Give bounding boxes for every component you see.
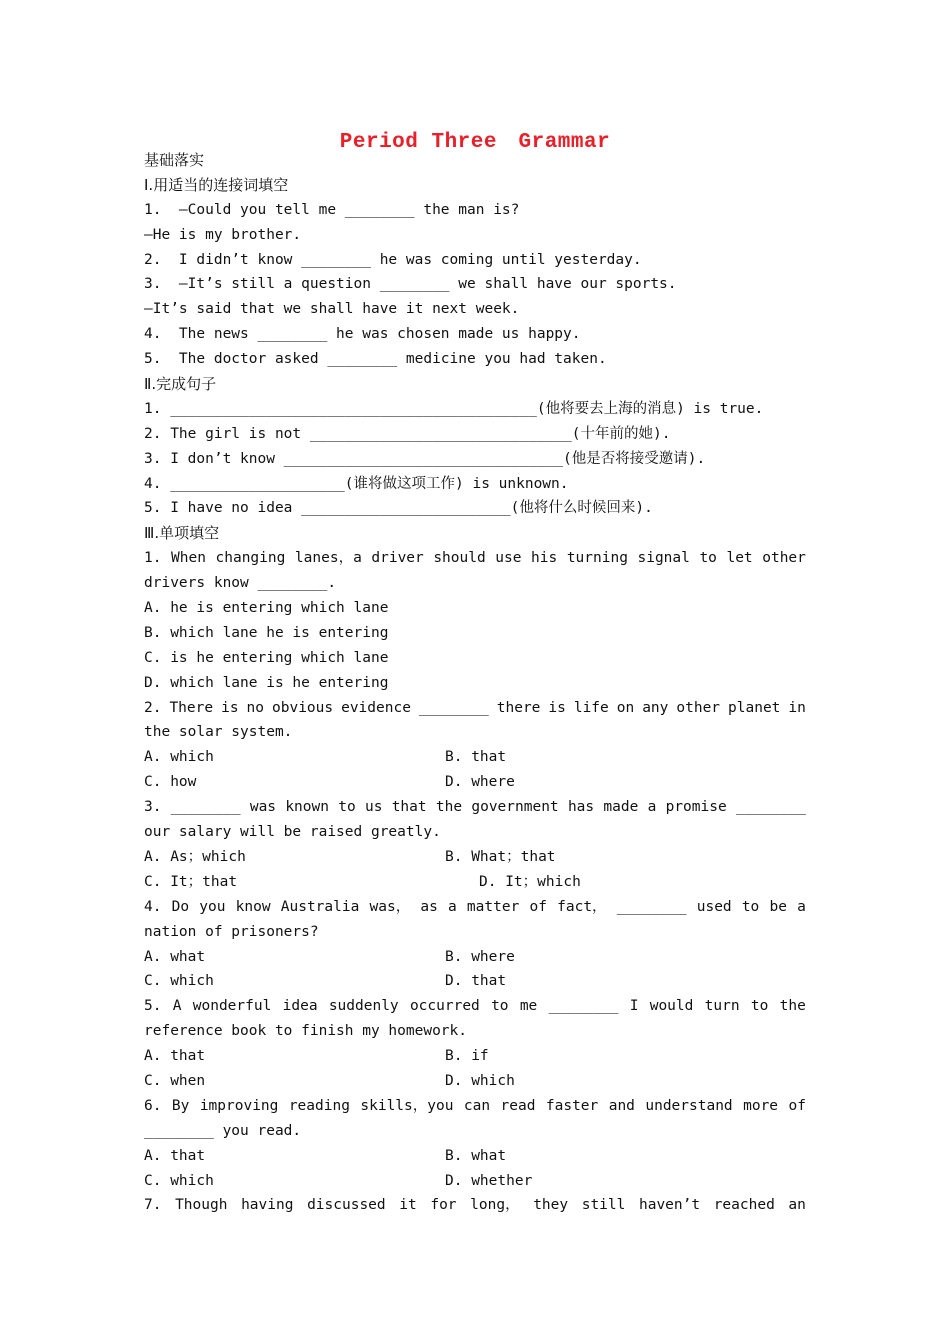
q1-option: D. which lane is he entering bbox=[144, 674, 389, 691]
option-d: D. whether bbox=[445, 1172, 533, 1189]
stem-word: be bbox=[769, 898, 787, 915]
q1-stem-line2: drivers know ________. bbox=[144, 575, 337, 592]
option-c: C. when bbox=[144, 1072, 206, 1089]
stem-word: read bbox=[500, 1097, 536, 1114]
stem-word: 1. bbox=[144, 550, 162, 567]
stem-word: it bbox=[399, 1197, 417, 1214]
q2-stem-line1 bbox=[144, 696, 806, 721]
stem-word: known bbox=[285, 799, 329, 816]
stem-word: Australia bbox=[280, 898, 360, 915]
stem-word: By bbox=[171, 1097, 190, 1114]
stem-word: long， bbox=[470, 1197, 520, 1214]
stem-word: understand bbox=[645, 1097, 733, 1114]
q4-options-row bbox=[144, 945, 806, 970]
q1-option: B. which lane he is entering bbox=[144, 624, 389, 641]
stem-word: his bbox=[531, 550, 558, 567]
stem-word: to bbox=[491, 998, 509, 1015]
q2-options-row bbox=[144, 745, 806, 770]
q6-stem-line2: ________ you read. bbox=[144, 1122, 302, 1139]
stem-word: of bbox=[788, 1097, 806, 1114]
part2-heading: Ⅱ.完成句子 bbox=[144, 375, 217, 394]
stem-word: that bbox=[391, 799, 427, 816]
q5-stem-line2: reference book to finish my homework. bbox=[144, 1023, 468, 1040]
stem-word: Though bbox=[175, 1197, 228, 1214]
q3-options-row bbox=[144, 845, 806, 870]
stem-word: improving bbox=[199, 1097, 279, 1114]
stem-word: driver bbox=[371, 550, 424, 567]
stem-word: to bbox=[750, 998, 769, 1015]
stem-word: to bbox=[699, 550, 717, 567]
stem-word: evidence bbox=[341, 699, 411, 716]
part2-line: 2. The girl is not ______________________________(十年前的她). bbox=[144, 425, 671, 442]
stem-word: in bbox=[788, 699, 806, 716]
stem-word: discussed bbox=[307, 1197, 386, 1214]
option-c: C. which bbox=[144, 1172, 214, 1189]
stem-word: as bbox=[420, 898, 438, 915]
q5-stem-line1 bbox=[144, 994, 806, 1019]
option-d: D. It；which bbox=[479, 873, 581, 890]
stem-word: occurred bbox=[409, 998, 480, 1015]
stem-word: 3. bbox=[144, 799, 162, 816]
stem-word: the bbox=[435, 799, 463, 816]
stem-word: let bbox=[726, 550, 753, 567]
stem-word: suddenly bbox=[328, 998, 399, 1015]
option-b: B. if bbox=[445, 1048, 489, 1065]
option-c: C. which bbox=[144, 973, 214, 990]
part1-heading: Ⅰ.用适当的连接词填空 bbox=[144, 175, 289, 194]
stem-word: When bbox=[171, 550, 206, 567]
stem-word: reached bbox=[713, 1197, 775, 1214]
stem-word: they bbox=[533, 1197, 569, 1214]
q4-stem-line2: nation of prisoners? bbox=[144, 923, 319, 940]
stem-word: us bbox=[364, 799, 383, 816]
stem-word: changing bbox=[215, 550, 286, 567]
stem-word: can bbox=[463, 1097, 491, 1114]
section-heading: 基础落实 bbox=[144, 151, 205, 169]
q5-options-row bbox=[144, 1044, 806, 1069]
option-b: B. where bbox=[445, 948, 515, 965]
stem-word: ________ bbox=[170, 799, 241, 816]
q3-options-row bbox=[144, 870, 806, 895]
stem-word: made bbox=[603, 799, 639, 816]
stem-word: other bbox=[676, 699, 721, 716]
option-c: C. It；that bbox=[144, 873, 238, 890]
part2-line: 1. __________________________________________(他将要去上海的消息) is true. bbox=[144, 400, 764, 417]
stem-word: reading bbox=[288, 1097, 350, 1114]
stem-word: having bbox=[241, 1197, 294, 1214]
stem-word: should bbox=[433, 550, 486, 567]
stem-word: more bbox=[743, 1097, 779, 1114]
stem-word: use bbox=[495, 550, 522, 567]
stem-word: wonderful bbox=[192, 998, 272, 1015]
stem-word: for bbox=[430, 1197, 457, 1214]
part1-line: 2. I didn’t know ________ he was coming until yesterday. bbox=[144, 251, 642, 268]
stem-word: skills，you bbox=[360, 1097, 454, 1114]
q3-stem-line1 bbox=[144, 795, 806, 820]
stem-word: ________ bbox=[418, 699, 489, 716]
stem-word: a bbox=[647, 799, 657, 816]
stem-word: ________ bbox=[735, 799, 806, 816]
stem-word: life bbox=[573, 699, 609, 716]
stem-word: faster bbox=[545, 1097, 599, 1114]
option-a: A. which bbox=[144, 749, 214, 766]
part3-heading: Ⅲ.单项填空 bbox=[144, 524, 220, 543]
stem-word: is bbox=[548, 699, 566, 716]
q7-stem-line1 bbox=[144, 1193, 806, 1218]
q6-stem-line1 bbox=[144, 1094, 806, 1119]
q5-options-row bbox=[144, 1069, 806, 1094]
q3-stem-line2: our salary will be raised greatly. bbox=[144, 824, 441, 841]
stem-word: idea bbox=[282, 998, 318, 1015]
stem-word: used bbox=[696, 898, 732, 915]
option-a: A. what bbox=[144, 948, 206, 965]
stem-word: signal bbox=[637, 550, 690, 567]
stem-word: is bbox=[221, 699, 239, 716]
stem-word: other bbox=[762, 550, 806, 567]
stem-word: 5. bbox=[144, 998, 162, 1015]
q4-options-row bbox=[144, 969, 806, 994]
stem-word: turning bbox=[566, 550, 628, 567]
q6-options-row bbox=[144, 1144, 806, 1169]
q6-options-row bbox=[144, 1169, 806, 1194]
option-b: B. What；that bbox=[445, 848, 556, 865]
stem-word: There bbox=[169, 699, 214, 716]
document-body bbox=[144, 148, 806, 1218]
stem-word: to bbox=[741, 898, 760, 915]
stem-word: 2. bbox=[144, 699, 162, 716]
stem-word: there bbox=[496, 699, 541, 716]
option-b: B. that bbox=[445, 749, 507, 766]
option-c: C. how bbox=[144, 774, 197, 791]
stem-word: still bbox=[581, 1197, 626, 1214]
q1-option: C. is he entering which lane bbox=[144, 649, 389, 666]
q2-options-row bbox=[144, 770, 806, 795]
stem-word: and bbox=[608, 1097, 635, 1114]
stem-word: a bbox=[797, 898, 806, 915]
q2-stem-line2: the solar system. bbox=[144, 724, 293, 741]
stem-word: was， bbox=[369, 898, 411, 915]
part2-line: 5. I have no idea ________________________(他将什么时候回来). bbox=[144, 500, 653, 517]
option-d: D. that bbox=[445, 973, 507, 990]
option-b: B. what bbox=[445, 1147, 507, 1164]
stem-word: a bbox=[448, 898, 457, 915]
stem-word: turn bbox=[704, 998, 740, 1015]
stem-word: on bbox=[616, 699, 635, 716]
stem-word: ________ bbox=[616, 898, 687, 915]
stem-word: obvious bbox=[272, 699, 334, 716]
part1-line: —He is my brother. bbox=[144, 226, 302, 243]
part1-line: 1. —Could you tell me ________ the man is? bbox=[144, 201, 520, 218]
stem-word: would bbox=[649, 998, 694, 1015]
stem-word: 7. bbox=[144, 1197, 162, 1214]
stem-word: me bbox=[519, 998, 538, 1015]
stem-word: any bbox=[642, 699, 669, 716]
stem-word: planet bbox=[728, 699, 781, 716]
stem-word: to bbox=[338, 799, 356, 816]
option-a: A. As；which bbox=[144, 848, 246, 865]
part2-line: 3. I don’t know ________________________________(他是否将接受邀请). bbox=[144, 450, 706, 467]
stem-word: government bbox=[471, 799, 559, 816]
part1-line: 4. The news ________ he was chosen made us happy. bbox=[144, 326, 581, 343]
q1-stem-line1 bbox=[144, 546, 806, 571]
stem-word: you bbox=[199, 898, 226, 915]
stem-word: lanes，a bbox=[294, 550, 362, 567]
q4-stem-line1 bbox=[144, 895, 806, 920]
stem-word: A bbox=[172, 998, 182, 1015]
option-d: D. which bbox=[445, 1072, 515, 1089]
stem-word: I bbox=[629, 998, 639, 1015]
part1-line: —It’s said that we shall have it next week. bbox=[144, 301, 520, 318]
stem-word: promise bbox=[665, 799, 727, 816]
stem-word: know bbox=[235, 898, 271, 915]
page-title: Period Three Grammar bbox=[339, 131, 611, 154]
stem-word: Do bbox=[171, 898, 190, 915]
option-d: D. where bbox=[445, 774, 515, 791]
stem-word: 6. bbox=[144, 1097, 162, 1114]
stem-word: no bbox=[246, 699, 265, 716]
part2-line: 4. ____________________(谁将做这项工作) is unknown. bbox=[144, 475, 569, 492]
stem-word: 4. bbox=[144, 898, 162, 915]
stem-word: has bbox=[567, 799, 595, 816]
stem-word: the bbox=[779, 998, 806, 1015]
option-a: A. that bbox=[144, 1147, 206, 1164]
q1-option: A. he is entering which lane bbox=[144, 600, 389, 617]
part1-line: 5. The doctor asked ________ medicine you had taken. bbox=[144, 351, 607, 368]
stem-word: ________ bbox=[548, 998, 619, 1015]
stem-word: was bbox=[249, 799, 277, 816]
stem-word: fact， bbox=[557, 898, 607, 915]
part1-line: 3. —It’s still a question ________ we shall have our sports. bbox=[144, 276, 677, 293]
stem-word: haven’t bbox=[638, 1197, 701, 1214]
option-a: A. that bbox=[144, 1048, 206, 1065]
stem-word: matter bbox=[466, 898, 520, 915]
stem-word: an bbox=[788, 1197, 806, 1214]
stem-word: of bbox=[529, 898, 547, 915]
